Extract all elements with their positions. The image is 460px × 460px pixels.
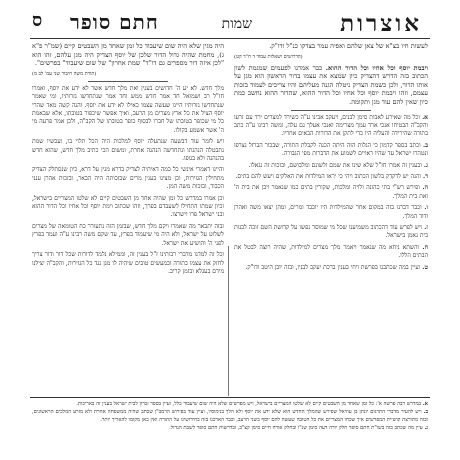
entry-label: ו. bbox=[421, 204, 429, 212]
page-number: ס bbox=[32, 10, 43, 31]
book-page bbox=[30, 0, 430, 460]
paragraph-list bbox=[32, 85, 224, 277]
left-column bbox=[32, 42, 224, 279]
footnote-label: א. bbox=[421, 401, 428, 407]
body-paragraph: מלך חדש. לא יע ה' חדושים בענין ואת מלך חדש אשר לא ידע את יוסף, ואמרו חז"ל רב ושמואל חד אמר חדש ממש וחד אמר שנתחדשו גזרותיו, ומי שאמר שנתחדשו גזרותיו היינו שעשה עצמו כאילו לא ידע את יוסף. והנה קשה מאד שהרי יוסף הציל את כל ארץ מצרים מן הרעב, ואיך אפשר שיכפור בטובתו, אלא שבאמת כל מי שכופר בטובתו של חברו לבסוף כופר בטובתו של הקב"ה, ולכן אמר פרעה מי ה' אשר אשמע בקולו. bbox=[32, 84, 224, 134]
paragraph-heading: ויבמת יוסף וכל אחיו וכל הדור ההוא. bbox=[325, 63, 428, 72]
footnote-rule bbox=[30, 397, 430, 398]
footnote bbox=[32, 401, 428, 408]
entry-item bbox=[234, 142, 428, 159]
body-paragraph: והיינו דאמרי אינשי כל כמה דאיתיה לצדיק בדרא מגין על דרא, כיון שנסתלק הצדיק מתחילין הגזירות, וכן מצינו בענין מרים שבזכותה היה הבאר, ובזכות אהרן ענני הכבוד, ובזכות משה המן. bbox=[32, 166, 224, 191]
body-paragraph: וכן אמרו במדרש כל זמן שהיה אחד מן השבטים קיים לא שלטו המצריים בישראל, וכיון שמתו התחילו לשעבדם בפרך, וזהו שכתוב וימת יוסף וכל אחיו וכל הדור ההוא ובני ישראל פרו וישרצו. bbox=[32, 194, 224, 219]
header-rule bbox=[30, 38, 430, 39]
entry-text: וכבר דברנו בזה במקום אחר שהמילדות היו יוכבד ומרים, ומהן יצאו משה ואהרן ודוד המלך. bbox=[234, 204, 428, 220]
right-intro: לעשות חיו בצ"א של צאן שלהם ואפיה עמר בצדקו כנ"ל ודו"ק. bbox=[269, 42, 428, 50]
entry-text: ובענין זה אמרו חז"ל שלא שינו את שמם ולשונם ומלבושם, ובזכות זה נגאלו. bbox=[248, 161, 422, 169]
body-paragraph: ובזה יתבאר מה שאמרו ויקם מלך חדש, שבזמן הזה נתעורר כח הטומאה של מצרים לשלוט על ישראל, ולא היה מי שיעמוד בפרץ, עד שקם משה רבינו ע"ה ועמד בפרץ לפני ה' והושיע את ישראל. bbox=[32, 222, 224, 247]
footnote-label: ג. bbox=[422, 424, 428, 431]
section-divider bbox=[88, 81, 168, 82]
entry-text: ועיין במה שכתבנו בפרשת ויחי בענין ברכת יעקב לבניו, ובזה יובן היטב ודו"ק. bbox=[245, 263, 421, 271]
footnote bbox=[32, 409, 428, 424]
left-intro: היה מגין שלא היה שום שיעבוד כל זמן שאחד מן השבטים קיים (שמ"ר פ"א ג), מחמת שהיה גדול הדור שלכן של יוסף הצדיק היה מגן עלהם, זהו הוא "לכן איזה דור מספרים גם דו"ד" שמת אחרון" של שום שיעבוד" בפרשים". bbox=[32, 42, 224, 68]
body-paragraph: וכל זה למדנו מדברי רבותינו ז"ל בענין זה, וממילא נלמד לדורות שכל דור ודור צריך לחזק את עצמו בתורה ובמעשים טובים שיהיה לו מגן נגד כל הגזירות, והקב"ה יצילנו מידם בעגלא ובזמן קריב. bbox=[32, 251, 224, 275]
right-paragraph bbox=[234, 64, 428, 107]
entry-label: ב. bbox=[420, 141, 428, 149]
entry-item bbox=[234, 204, 428, 221]
entry-text: והשתא ניחא מה שנאמר ויאמר מלך מצרים למילדות, שהיה רוצה לבטל את הבתים הללו. bbox=[234, 243, 428, 260]
page-header bbox=[30, 4, 430, 40]
right-column bbox=[234, 42, 428, 275]
entry-label: א. bbox=[419, 113, 429, 121]
entry-item bbox=[234, 264, 428, 272]
entry-text: ויש לפרש עוד דהכתוב משמיענו שכל מי שמוסר נפשו על קדושת השם זוכה לבנות בית נאמן בישראל. bbox=[234, 224, 428, 240]
entry-item bbox=[234, 114, 428, 139]
column-divider bbox=[228, 246, 229, 396]
entry-text: וכתב בספר קדמון כי הגלות הזה היתה הכנה לקבלת התורה, שבכור הברזל נצרפו ונטהרו ישראל עד שהיו ראויים לשמוע את הדברות מפי הגבורה. bbox=[234, 141, 428, 158]
entry-label: ה. bbox=[419, 184, 428, 192]
entry-item bbox=[234, 224, 428, 241]
footnote-text: במדרש רבה פרשה א': כל זמן שאחד מן השבטים קיים לא שלטו המצריים בישראל, ויש מפרשים שלא היה שום שיעבוד כלל, ועיין בספר זכרון לבית ישראל בענין זה באריכות. bbox=[76, 401, 422, 407]
entry-label: ט. bbox=[420, 263, 428, 271]
parsha-name: שמות bbox=[221, 16, 252, 32]
entry-item bbox=[234, 184, 428, 201]
section-divider bbox=[291, 110, 371, 111]
entry-label: ח. bbox=[419, 243, 429, 251]
right-intro-source: (הדרושים ושאלות עמוד ד ח"ד קט) bbox=[234, 53, 303, 60]
footnote-text: ויש להעיר מדברי התרגום יונתן בן עוזיאל שפירש שהמלך החדש הוא שלא ידע את יוסף ולא הלך בנימוסיו, ועיין עוד בפירוש הרמב"ן שכתב שהיה ממשפחה אחרת ולא מזרע המלכים הראשונים, ובזה מתורצת קושיית המפרשים איך שכחו המצריים את כל הטובה שעשה להם יוסף בשני הרעב, וכבר הארכנו בזה בחידושינו על התורה ואין כאן מקומו להאריך יותר. bbox=[32, 409, 428, 423]
entry-list bbox=[234, 114, 428, 273]
book-title: חתם סופר bbox=[70, 10, 159, 34]
body-paragraph: ויש לומר עוד דבשעה שנתעלה יוסף למלכות היה הכל תלוי בו, ועכשיו שמת נתבטלה הנהגתו ונתחדשה הנהגה אחרת, ומשום הכי כתיב מלך חדש, שהוא חדש בהנהגה ולא בגופו. bbox=[32, 138, 224, 163]
footnote-text: עיין מה שכתב בזה בשו"ת חתם סופר חלק יורה דעה סימן שנ"ו ובחלק אורח חיים סימן קצ"ב, ובדרשות חתם סופר לשבת הגדול. bbox=[169, 424, 423, 431]
running-title: אוצרות bbox=[340, 10, 422, 37]
entry-text: ופירש רש"י בתי כהונה ולויה ומלכות, שקורין בתים כמו שנאמר ויבן את בית ה' ואת בית המלך. bbox=[234, 184, 428, 200]
entry-item bbox=[234, 244, 428, 261]
entry-text: וכל מה שאירע לאבות סימן לבנים, ויעקב אבינו ע"ה כשירד למצרים ירד עם זרעו והקב"ה הבטיחו אנכי ארד עמך מצרימה ואנכי אעלך גם עלה, ומשה רבינו ע"ה כתב בתורה שהירידה והעליה היו כדי לתקן את הדורות הבאים אחריו. bbox=[234, 113, 428, 138]
footnote bbox=[32, 425, 428, 432]
entry-item bbox=[234, 162, 428, 170]
entry-text: והנה יש לדקדק בלשון הכתוב ויהי כי יראו המילדות את האלקים ויעש להם בתים. bbox=[235, 173, 421, 180]
entry-label: ג. bbox=[421, 161, 428, 169]
paragraph-body: כבר אמרנו לפעמים שמגמת לשון הכתוב בזה הדרש דהצדיק כיון שמצא את עצמו בדור הראשון הוא מגן על אותו הדור, ולכן כשמת הצדיק ניטלה הגנה מעליהם והיו צריכים לעמוד בזכות עצמם, וזהו ויבמת יוסף וכל אחיו וכל הדור ההוא, שהדור ההוא נחשב כמת כיון שאין להם עוד מגן ותקומה. bbox=[234, 63, 428, 106]
entry-item bbox=[234, 173, 428, 181]
footnote-label: ב. bbox=[421, 409, 428, 416]
entry-label: ד. bbox=[420, 173, 428, 180]
entry-label: ז. bbox=[422, 224, 428, 232]
footnotes bbox=[32, 401, 428, 433]
left-intro-source: (תורת משה חיבור שני עמ' לב מ) bbox=[32, 70, 97, 77]
